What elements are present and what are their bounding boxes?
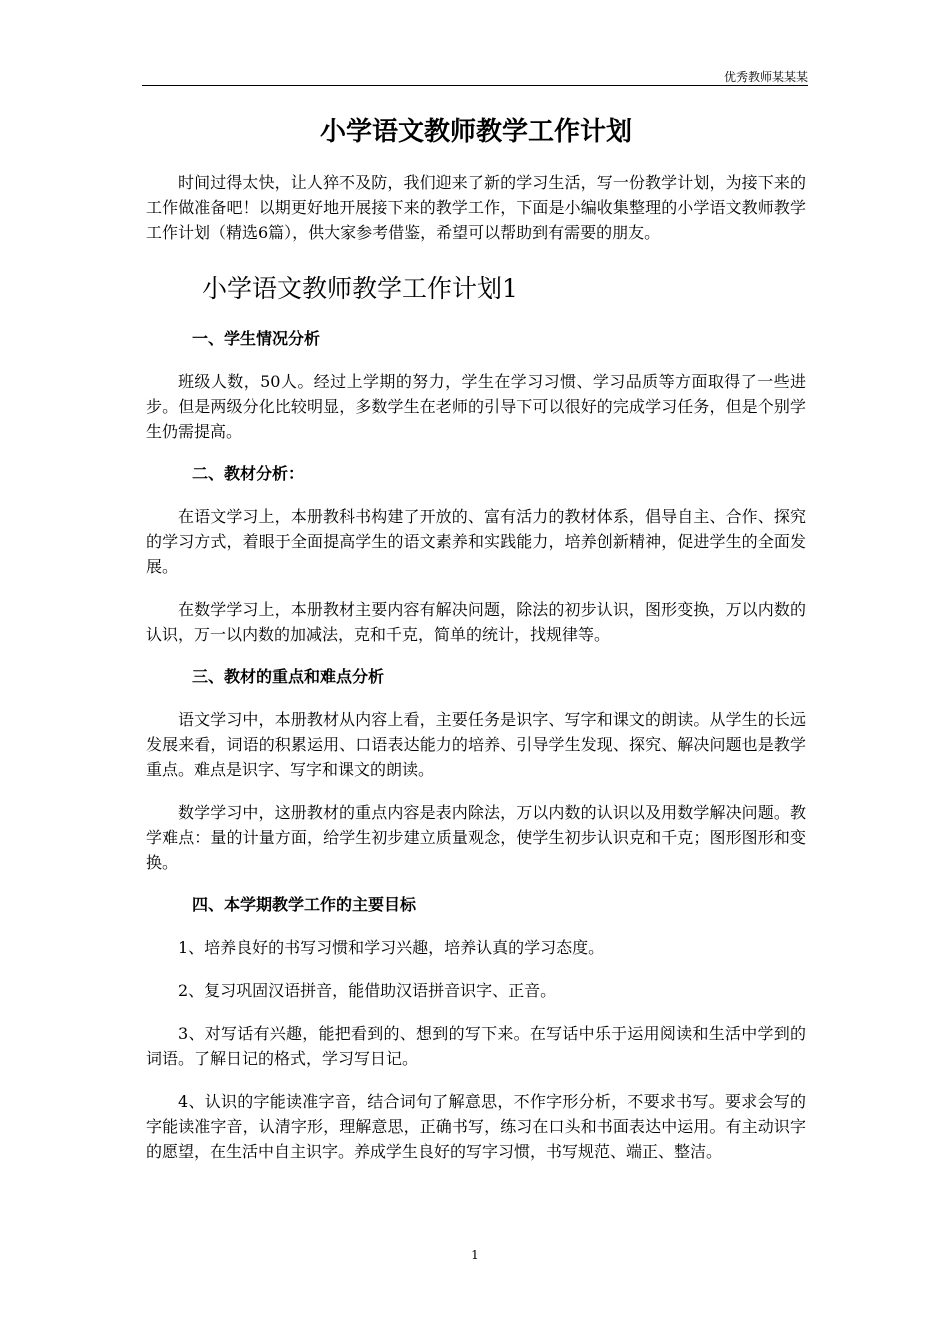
- goal-item: 3、对写话有兴趣，能把看到的、想到的写下来。在写话中乐于运用阅读和生活中学到的词语。了解日记的格式，学习写日记。: [146, 1024, 806, 1068]
- paragraph-math-textbook: 在数学学习上，本册教材主要内容有解决问题，除法的初步认识，图形变换，万以内数的认识，万一以内数的加减法，克和千克，简单的统计，找规律等。: [146, 600, 806, 644]
- paragraph-chinese-textbook: 在语文学习上，本册教科书构建了开放的、富有活力的教材体系，倡导自主、合作、探究的学习方式，着眼于全面提高学生的语文素养和实践能力，培养创新精神，促进学生的全面发展。: [146, 507, 806, 576]
- goal-item: 4、认识的字能读准字音，结合词句了解意思，不作字形分析，不要求书写。要求会写的字能读准字音，认清字形，理解意思，正确书写，练习在口头和书面表达中运用。有主动识字的愿望，在生活中自主识字。养成学生良好的写字习惯，书写规范、端正、整洁。: [146, 1092, 806, 1161]
- section-title: 小学语文教师教学工作计划1: [202, 274, 518, 303]
- page-number: 1: [471, 1248, 479, 1262]
- goal-item: 1、培养良好的书写习惯和学习兴趣，培养认真的学习态度。: [178, 938, 605, 957]
- subheading-textbook-analysis: 二、教材分析：: [192, 464, 305, 483]
- intro-paragraph: 时间过得太快，让人猝不及防，我们迎来了新的学习生活，写一份教学计划，为接下来的工作做准备吧！以期更好地开展接下来的教学工作，下面是小编收集整理的小学语文教师教学工作计划（精选6篇），供大家参考借鉴，希望可以帮助到有需要的朋友。: [146, 173, 806, 242]
- subheading-goals: 四、本学期教学工作的主要目标: [192, 895, 417, 914]
- subheading-key-points: 三、教材的重点和难点分析: [192, 667, 385, 686]
- document-title: 小学语文教师教学工作计划: [319, 117, 632, 147]
- paragraph-chinese-key-points: 语文学习中，本册教材从内容上看，主要任务是识字、写字和课文的朗读。从学生的长远发展来看，词语的积累运用、口语表达能力的培养、引导学生发现、探究、解决问题也是教学重点。难点是识字、写字和课文的朗读。: [146, 710, 806, 779]
- paragraph-student-analysis: 班级人数，50人。经过上学期的努力，学生在学习习惯、学习品质等方面取得了一些进步。但是两级分化比较明显，多数学生在老师的引导下可以很好的完成学习任务，但是个别学生仍需提高。: [146, 372, 806, 441]
- paragraph-math-key-points: 数学学习中，这册教材的重点内容是表内除法，万以内数的认识以及用数学解决问题。教学难点：量的计量方面，给学生初步建立质量观念，使学生初步认识克和千克；图形图形和变换。: [146, 803, 806, 872]
- subheading-student-analysis: 一、学生情况分析: [192, 329, 321, 348]
- page-header: 优秀教师某某某: [723, 70, 808, 84]
- document-body: [146, 112, 806, 1164]
- goal-item: 2、复习巩固汉语拼音，能借助汉语拼音识字、正音。: [178, 981, 557, 1000]
- header-divider: [142, 85, 808, 86]
